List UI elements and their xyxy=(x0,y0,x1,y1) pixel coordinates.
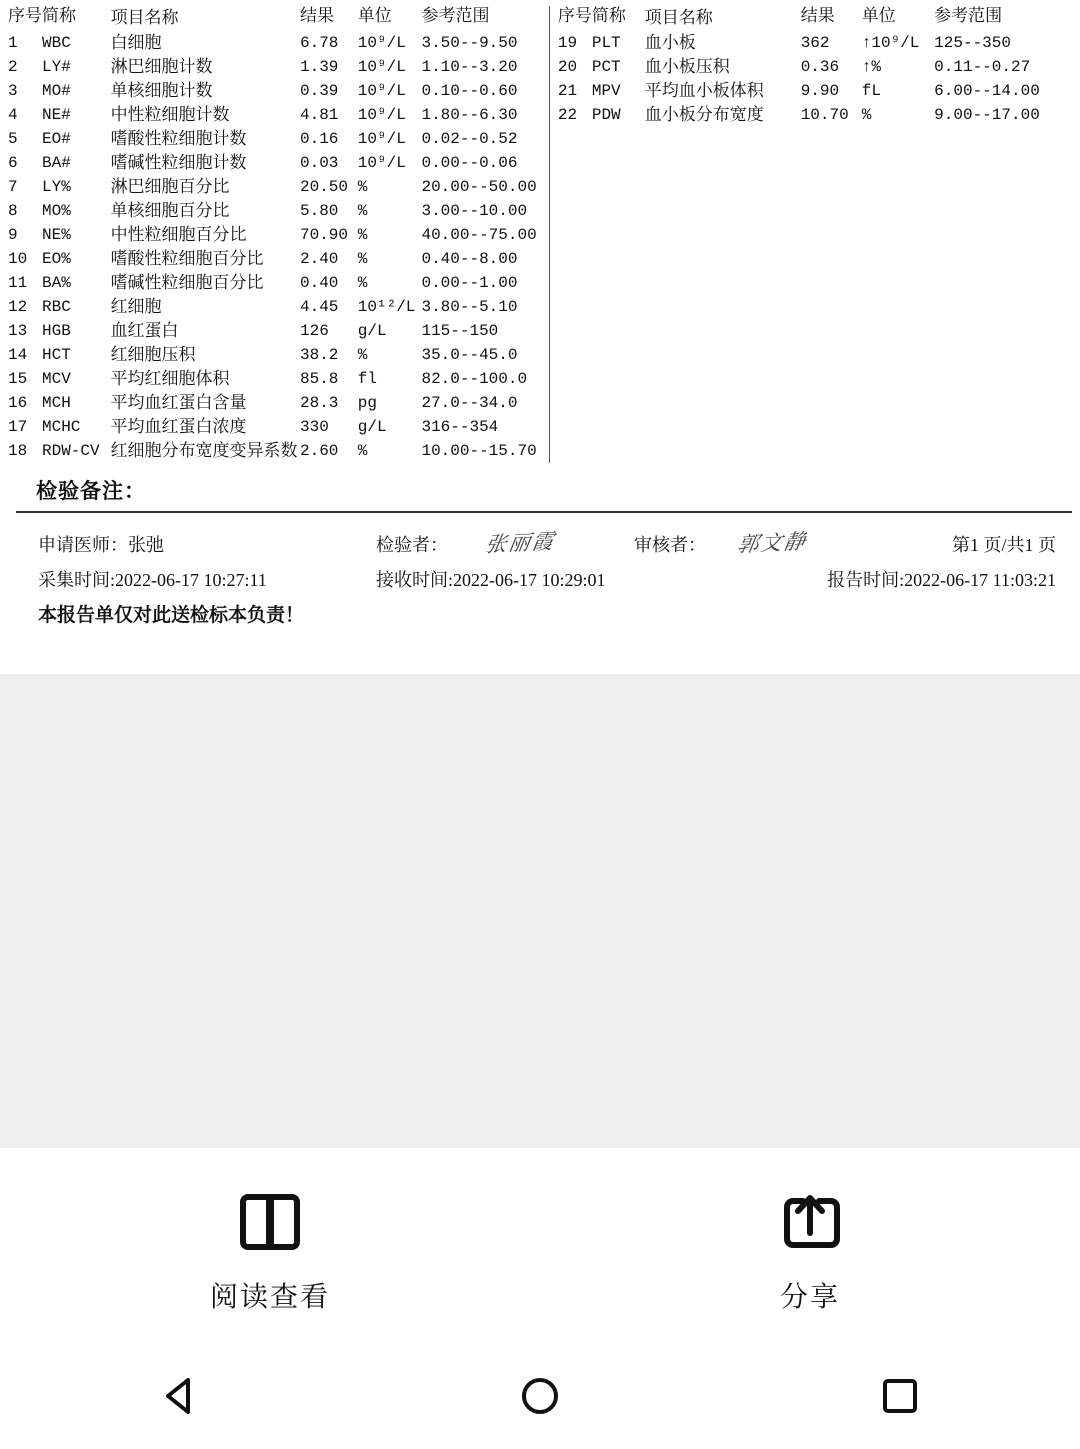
results-table-left xyxy=(8,6,550,463)
cell-no: 11 xyxy=(8,274,28,292)
cell-result: 5.80 xyxy=(300,202,339,220)
cell-abbr: NE# xyxy=(42,106,71,124)
footer-row-signatures xyxy=(38,523,1056,557)
remarks-label: 检验备注： xyxy=(36,479,146,503)
table-header-row xyxy=(558,6,1072,31)
cell-no: 12 xyxy=(8,298,28,316)
cell-name: 淋巴细胞计数 xyxy=(110,57,213,76)
cell-name: 平均血小板体积 xyxy=(644,81,764,100)
cell-unit: % xyxy=(357,442,368,460)
table-row xyxy=(8,151,549,175)
table-row xyxy=(8,343,549,367)
cell-no: 3 xyxy=(8,82,18,100)
col-header-abbr: 简称 xyxy=(591,8,626,27)
cell-result: 362 xyxy=(800,34,830,52)
cell-result: 38.2 xyxy=(300,346,339,364)
cell-unit: % xyxy=(357,226,368,244)
table-row xyxy=(8,223,549,247)
col-header-name: 项目名称 xyxy=(110,8,179,27)
cell-name: 单核细胞计数 xyxy=(110,81,213,100)
cell-name: 血小板 xyxy=(644,33,696,52)
book-open-icon xyxy=(239,1191,301,1253)
table-row xyxy=(8,367,549,391)
cell-abbr: PLT xyxy=(591,34,621,52)
cell-result: 0.40 xyxy=(300,274,339,292)
cell-ref: 1.80--6.30 xyxy=(421,106,518,124)
col-header-no: 序号 xyxy=(8,8,42,27)
col-header-name: 项目名称 xyxy=(644,8,713,27)
cell-abbr: MPV xyxy=(591,82,621,100)
cell-name: 平均红细胞体积 xyxy=(110,369,230,388)
cell-result: 2.40 xyxy=(300,250,339,268)
empty-page-area xyxy=(0,674,1080,1148)
cell-ref: 40.00--75.00 xyxy=(421,226,537,244)
cell-name: 红细胞 xyxy=(110,297,162,316)
table-row xyxy=(8,295,549,319)
cell-abbr: MCH xyxy=(42,394,71,412)
table-row xyxy=(8,55,549,79)
cell-no: 4 xyxy=(8,106,18,124)
table-row xyxy=(8,31,549,55)
cell-name: 红细胞分布宽度变异系数 xyxy=(110,441,298,460)
cell-abbr: NE% xyxy=(42,226,71,244)
cell-result: 330 xyxy=(300,418,329,436)
cell-abbr: MCHC xyxy=(42,418,81,436)
cell-no: 17 xyxy=(8,418,28,436)
cell-result: 6.78 xyxy=(300,34,339,52)
cell-result: 126 xyxy=(300,322,329,340)
cell-abbr: WBC xyxy=(42,34,71,52)
cell-no: 20 xyxy=(557,58,578,76)
cell-unit: 10⁹/L xyxy=(357,82,406,100)
lab-report-sheet xyxy=(0,0,1080,674)
cell-ref: 3.00--10.00 xyxy=(421,202,528,220)
cell-unit: % xyxy=(357,178,368,196)
cell-unit: % xyxy=(357,202,368,220)
cell-abbr: MO# xyxy=(42,82,71,100)
table-header-row xyxy=(8,6,549,31)
reviewer-label: 审核者： xyxy=(634,535,706,555)
cell-no: 15 xyxy=(8,370,28,388)
table-row xyxy=(558,103,1072,127)
cell-unit: 10⁹/L xyxy=(357,106,406,124)
read-view-button[interactable] xyxy=(0,1148,540,1348)
cell-result: 10.70 xyxy=(800,106,849,124)
cell-result: 1.39 xyxy=(300,58,339,76)
cell-no: 5 xyxy=(8,130,18,148)
cell-name: 血红蛋白 xyxy=(110,321,179,340)
cell-ref: 1.10--3.20 xyxy=(421,58,518,76)
action-bar xyxy=(0,1148,1080,1348)
cell-abbr: BA% xyxy=(42,274,71,292)
table-row xyxy=(8,391,549,415)
cell-result: 0.39 xyxy=(300,82,339,100)
requesting-doctor: 申请医师：张弛 xyxy=(38,535,164,555)
cell-abbr: LY# xyxy=(42,58,71,76)
cell-ref: 27.0--34.0 xyxy=(421,394,518,412)
back-triangle-icon xyxy=(158,1374,202,1423)
nav-recents-button[interactable] xyxy=(720,1374,1080,1423)
cell-abbr: LY% xyxy=(42,178,71,196)
cell-no: 9 xyxy=(8,226,18,244)
share-button[interactable] xyxy=(540,1148,1080,1348)
cell-ref: 10.00--15.70 xyxy=(421,442,537,460)
table-row xyxy=(8,319,549,343)
cell-name: 血小板压积 xyxy=(644,57,730,76)
cell-unit: 10⁹/L xyxy=(357,154,406,172)
cell-result: 20.50 xyxy=(300,178,349,196)
col-header-no: 序号 xyxy=(557,8,592,27)
cell-result: 0.36 xyxy=(800,58,840,76)
high-flag-icon: ↑ xyxy=(861,58,872,76)
cell-name: 平均血红蛋白浓度 xyxy=(110,417,247,436)
table-row xyxy=(558,31,1072,55)
table-row xyxy=(8,439,549,463)
cell-result: 28.3 xyxy=(300,394,339,412)
cell-no: 14 xyxy=(8,346,28,364)
table-row xyxy=(8,175,549,199)
receive-time: 接收时间:2022-06-17 10:29:01 xyxy=(376,570,606,590)
cell-no: 2 xyxy=(8,58,18,76)
cell-no: 22 xyxy=(557,106,578,124)
cell-abbr: EO# xyxy=(42,130,71,148)
cell-no: 6 xyxy=(8,154,18,172)
cell-name: 嗜碱性粒细胞百分比 xyxy=(110,273,264,292)
cell-no: 7 xyxy=(8,178,18,196)
cell-unit: g/L xyxy=(357,418,387,436)
cell-unit-text: % xyxy=(871,58,881,76)
cell-abbr: PDW xyxy=(591,106,621,124)
cell-ref: 0.10--0.60 xyxy=(421,82,518,100)
table-row xyxy=(8,271,549,295)
table-row xyxy=(8,199,549,223)
cell-abbr: HCT xyxy=(42,346,71,364)
cell-result: 2.60 xyxy=(300,442,339,460)
col-header-result: 结果 xyxy=(800,8,835,27)
col-header-unit: 单位 xyxy=(357,8,392,27)
cell-ref: 316--354 xyxy=(421,418,499,436)
cell-ref: 3.50--9.50 xyxy=(421,34,518,52)
cell-unit: 10⁹/L xyxy=(357,130,406,148)
results-table-right xyxy=(558,6,1072,127)
cell-name: 淋巴细胞百分比 xyxy=(110,177,230,196)
col-header-unit: 单位 xyxy=(861,8,896,27)
col-header-result: 结果 xyxy=(300,8,334,27)
reviewer-signature: 郭文静 xyxy=(735,529,810,557)
cell-abbr: RBC xyxy=(42,298,71,316)
cell-result: 4.45 xyxy=(300,298,339,316)
cell-abbr: HGB xyxy=(42,322,71,340)
cell-abbr: PCT xyxy=(591,58,621,76)
cell-abbr: MCV xyxy=(42,370,71,388)
cell-name: 中性粒细胞计数 xyxy=(110,105,230,124)
results-tables xyxy=(8,6,1072,463)
table-row xyxy=(558,79,1072,103)
footer-row-times xyxy=(38,564,1056,592)
cell-ref: 6.00--14.00 xyxy=(934,82,1040,100)
cell-unit: 10⁹/L xyxy=(357,34,406,52)
col-header-abbr: 简称 xyxy=(42,8,76,27)
cell-ref: 20.00--50.00 xyxy=(421,178,537,196)
cell-unit: % xyxy=(861,106,872,124)
table-row xyxy=(8,415,549,439)
cell-unit: pg xyxy=(357,394,377,412)
cell-result: 0.16 xyxy=(300,130,339,148)
cell-name: 嗜酸性粒细胞百分比 xyxy=(110,249,264,268)
tester-label: 检验者： xyxy=(376,535,448,555)
cell-unit: % xyxy=(357,346,368,364)
cell-name: 红细胞压积 xyxy=(110,345,196,364)
cell-unit: fL xyxy=(861,82,881,100)
cell-name: 血小板分布宽度 xyxy=(644,105,764,124)
cell-ref: 0.11--0.27 xyxy=(934,58,1031,76)
col-header-ref: 参考范围 xyxy=(421,8,490,27)
cell-no: 1 xyxy=(8,34,18,52)
cell-ref: 0.00--0.06 xyxy=(421,154,518,172)
disclaimer-text: 本报告单仅对此送检标本负责！ xyxy=(38,605,305,626)
cell-result: 4.81 xyxy=(300,106,339,124)
cell-unit: % xyxy=(357,250,368,268)
cell-name: 白细胞 xyxy=(110,33,162,52)
cell-no: 8 xyxy=(8,202,18,220)
table-row xyxy=(8,127,549,151)
cell-name: 中性粒细胞百分比 xyxy=(110,225,247,244)
table-row xyxy=(8,103,549,127)
cell-ref: 35.0--45.0 xyxy=(421,346,518,364)
cell-no: 10 xyxy=(8,250,28,268)
cell-result: 9.90 xyxy=(800,82,840,100)
cell-unit: g/L xyxy=(357,322,387,340)
report-footer xyxy=(8,523,1072,627)
cell-no: 19 xyxy=(557,34,578,52)
share-icon xyxy=(779,1191,841,1253)
cell-no: 16 xyxy=(8,394,28,412)
cell-unit xyxy=(862,31,934,55)
cell-unit: 10⁹/L xyxy=(357,58,406,76)
cell-unit: fl xyxy=(357,370,377,388)
cell-unit: % xyxy=(357,274,368,292)
cell-abbr: RDW-CV xyxy=(42,442,100,460)
nav-home-button[interactable] xyxy=(360,1374,720,1423)
cell-ref: 3.80--5.10 xyxy=(421,298,518,316)
cell-ref: 82.0--100.0 xyxy=(421,370,528,388)
cell-ref: 0.00--1.00 xyxy=(421,274,518,292)
cell-name: 平均血红蛋白含量 xyxy=(110,393,247,412)
col-header-ref: 参考范围 xyxy=(934,8,1003,27)
footer-divider xyxy=(16,511,1072,513)
cell-abbr: MO% xyxy=(42,202,71,220)
table-row xyxy=(8,247,549,271)
cell-no: 13 xyxy=(8,322,28,340)
home-circle-icon xyxy=(518,1374,562,1423)
cell-result: 70.90 xyxy=(300,226,349,244)
cell-ref: 115--150 xyxy=(421,322,499,340)
cell-result: 85.8 xyxy=(300,370,339,388)
report-time: 报告时间:2022-06-17 11:03:21 xyxy=(827,570,1056,590)
cell-name: 嗜碱性粒细胞计数 xyxy=(110,153,247,172)
cell-ref: 0.02--0.52 xyxy=(421,130,518,148)
cell-result: 0.03 xyxy=(300,154,339,172)
recents-square-icon xyxy=(878,1374,922,1423)
system-navigation-bar xyxy=(0,1348,1080,1449)
collect-time: 采集时间:2022-06-17 10:27:11 xyxy=(38,570,267,590)
cell-ref: 0.40--8.00 xyxy=(421,250,518,268)
cell-abbr: BA# xyxy=(42,154,71,172)
table-row xyxy=(558,55,1072,79)
cell-ref: 125--350 xyxy=(934,34,1011,52)
cell-unit-text: 10⁹/L xyxy=(871,34,920,52)
cell-unit: 10¹²/L xyxy=(357,298,416,316)
tester-signature: 张丽霞 xyxy=(483,529,558,557)
cell-name: 单核细胞百分比 xyxy=(110,201,230,220)
cell-no: 18 xyxy=(8,442,28,460)
read-view-label: 阅读查看 xyxy=(209,1281,330,1312)
high-flag-icon: ↑ xyxy=(861,34,872,52)
cell-ref: 9.00--17.00 xyxy=(934,106,1040,124)
table-row xyxy=(8,79,549,103)
nav-back-button[interactable] xyxy=(0,1374,360,1423)
cell-name: 嗜酸性粒细胞计数 xyxy=(110,129,247,148)
cell-unit xyxy=(862,55,934,79)
page-info: 第1 页/共1 页 xyxy=(951,535,1056,555)
cell-abbr: EO% xyxy=(42,250,71,268)
share-label: 分享 xyxy=(779,1281,840,1312)
cell-no: 21 xyxy=(557,82,578,100)
